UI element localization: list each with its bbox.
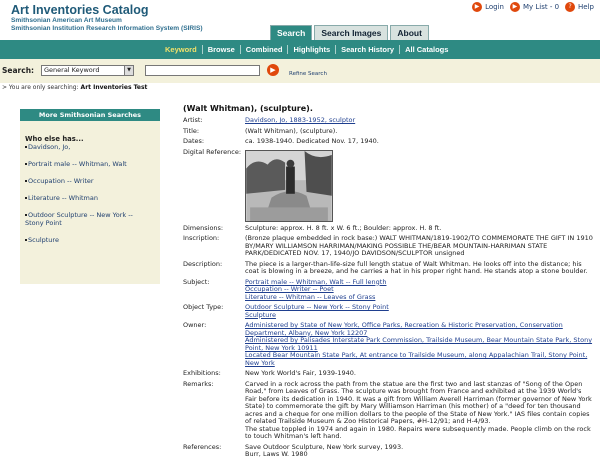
sidebar-item[interactable] xyxy=(25,143,153,151)
dimensions-value: Sculpture: approx. H. 8 ft. x W. 6 ft.; Boulder: approx. H. 8 ft. xyxy=(245,223,442,232)
field-references xyxy=(183,444,595,459)
field-remarks xyxy=(183,381,595,441)
field-label: Digital Reference: xyxy=(183,147,242,156)
main-tabs xyxy=(270,25,429,40)
field-digital-reference xyxy=(183,149,595,222)
remarks-value-2: The statue toppled in 1974 and again in 1980. Repairs were subsequently made. People climb on the rock to touch Whitman's left hand. xyxy=(245,424,591,440)
title-value: (Walt Whitman), (sculpture). xyxy=(245,126,338,135)
search-input[interactable] xyxy=(145,65,260,76)
sidebar-item-label[interactable]: Outdoor Sculpture -- New York -- Stony Point xyxy=(25,211,133,227)
field-description xyxy=(183,261,595,276)
sidebar-item[interactable] xyxy=(25,194,153,202)
search-scope xyxy=(2,84,147,91)
sidebar-item-label[interactable]: Sculpture xyxy=(28,236,59,244)
object-type-link[interactable]: Outdoor Sculpture -- New York -- Stony Point xyxy=(245,303,389,311)
field-label: Inscription: xyxy=(183,234,220,242)
field-label: Artist: xyxy=(183,116,203,124)
sidebar-list xyxy=(25,143,160,244)
help-label[interactable]: Help xyxy=(578,3,594,11)
dates-value: ca. 1938-1940. Dedicated Nov. 17, 1940. xyxy=(245,137,379,145)
field-label: Title: xyxy=(183,126,200,135)
search-label: Search: xyxy=(2,66,35,75)
search-type-value: General Keyword xyxy=(44,66,100,74)
tab-about[interactable]: About xyxy=(390,25,429,40)
field-object-type xyxy=(183,304,595,319)
sidebar-item[interactable] xyxy=(25,160,153,168)
field-owner xyxy=(183,322,595,367)
field-subject xyxy=(183,279,595,302)
search-go-button[interactable]: ▶ xyxy=(267,64,279,76)
field-exhibitions xyxy=(183,370,595,378)
field-title xyxy=(183,128,595,136)
bullet-icon xyxy=(25,146,27,148)
sidebar-item-label[interactable]: Davidson, Jo, xyxy=(28,143,71,151)
list-icon: ▶ xyxy=(510,2,520,12)
field-label: Dates: xyxy=(183,137,205,145)
sidebar-item-label[interactable]: Portrait male -- Whitman, Walt xyxy=(28,160,127,168)
owner-link[interactable]: Located Bear Mountain State Park, At entrance to Trailside Museum, along Appalachian Trail, Stony Point, New York xyxy=(245,351,588,367)
header xyxy=(0,0,600,40)
field-label: Exhibitions: xyxy=(183,369,221,377)
references-value: Save Outdoor Sculpture, New York survey, 1993. xyxy=(245,442,404,451)
references-value-2: Burr, Laws W. 1980 xyxy=(245,450,308,458)
scope-prefix: > You are only searching: xyxy=(2,84,79,91)
search-type-select[interactable] xyxy=(41,65,134,76)
field-label: Description: xyxy=(183,259,223,268)
museum-name: Smithsonian American Art Museum xyxy=(11,17,122,24)
sidebar-header: More Smithsonian Searches xyxy=(20,109,160,121)
subject-link[interactable]: Portrait male -- Whitman, Walt -- Full length xyxy=(245,277,387,286)
field-label: Owner: xyxy=(183,321,207,329)
field-label: Subject: xyxy=(183,277,210,286)
subject-link[interactable]: Literature -- Whitman -- Leaves of Grass xyxy=(245,292,376,301)
bullet-icon xyxy=(25,180,27,182)
help-icon: ? xyxy=(565,2,575,12)
exhibitions-value: New York World's Fair, 1939-1940. xyxy=(245,369,356,377)
artist-link[interactable]: Davidson, Jo, 1883-1952, sculptor xyxy=(245,116,356,124)
sidebar xyxy=(20,109,160,284)
sidebar-item[interactable] xyxy=(25,211,153,227)
owner-link[interactable]: Administered by State of New York, Office Parks, Recreation & Historic Preservation, Conservation Department, Albany, New York 12207 xyxy=(245,321,563,337)
field-dates xyxy=(183,138,595,146)
subnav-all-catalogs[interactable]: All Catalogs xyxy=(399,45,453,54)
bullet-icon xyxy=(25,239,27,241)
bullet-icon xyxy=(25,197,27,199)
bullet-icon xyxy=(25,163,27,165)
sidebar-item-label[interactable]: Occupation -- Writer xyxy=(28,177,94,185)
chevron-down-icon[interactable]: ▼ xyxy=(124,66,133,75)
subject-link[interactable]: Occupation -- Writer -- Poet xyxy=(245,285,334,293)
inscription-value: (Bronze plaque embedded in rock base:) WALT WHITMAN/1819-1902/TO COMMEMORATE THE GIFT IN 1910 BY/MARY WILLIAMSON HARRIMAN/MAKING POSSIBLE THE/BEAR MOUNTAIN-HARRIMAN STATE PARK/DEDICATED NOV. 17, 1940/JO DAVIDSON/SCULPTOR unsigned xyxy=(245,234,593,257)
subnav-highlights[interactable]: Highlights xyxy=(287,45,335,54)
tab-search-images[interactable]: Search Images xyxy=(314,25,388,40)
tab-search[interactable]: Search xyxy=(270,25,312,40)
login-icon: ▶ xyxy=(472,2,482,12)
record-detail xyxy=(183,104,595,462)
brand[interactable] xyxy=(11,4,203,32)
field-label: Dimensions: xyxy=(183,223,224,232)
field-label: References: xyxy=(183,442,222,451)
record-title: (Walt Whitman), (sculpture). xyxy=(183,104,313,113)
subnav-browse[interactable]: Browse xyxy=(202,45,240,54)
scope-catalog: Art Inventories Test xyxy=(80,84,148,91)
field-dimensions xyxy=(183,225,595,233)
object-type-link[interactable]: Sculpture xyxy=(245,310,276,319)
field-label: Object Type: xyxy=(183,303,224,311)
sidebar-item-label[interactable]: Literature -- Whitman xyxy=(28,194,98,202)
remarks-value: Carved in a rock across the path from the statue are the first two and last stanzas of "Song of the Open Road," from Leaves of Grass. The sculpture was brought from France and exhibited at the 1939 World's Fair before its dedication in 1940. It was a gift from William Averell Harriman (former governor of New York State) to commemorate the gift by Mary Williamson Harriman (his mother) of a "deed for ten thousand acres and a cheque for one million dollars to the people of the State of New York." IAS files contain copies of related Trailside Museum & Zoo Historical Papers, #H-12/91; and H-4/93. xyxy=(245,379,592,425)
sub-navigation xyxy=(0,40,600,59)
my-list-link[interactable] xyxy=(510,2,559,12)
sculpture-photo-thumbnail[interactable] xyxy=(245,150,333,222)
login-label[interactable]: Login xyxy=(485,3,504,11)
app-title[interactable]: Art Inventories Catalog xyxy=(11,3,149,17)
subnav-keyword[interactable]: Keyword xyxy=(165,45,197,54)
subnav-search-history[interactable]: Search History xyxy=(335,45,399,54)
bullet-icon xyxy=(25,214,27,216)
field-artist xyxy=(183,117,595,125)
subnav-combined[interactable]: Combined xyxy=(240,45,288,54)
sidebar-title: Who else has... xyxy=(25,135,84,143)
login-link[interactable] xyxy=(472,2,504,12)
search-bar xyxy=(0,59,600,83)
field-label: Remarks: xyxy=(183,379,214,388)
sidebar-item[interactable] xyxy=(25,177,153,185)
owner-link[interactable]: Administered by Palisades Interstate Park Commission, Trailside Museum, Bear Mountain State Park, Stony Point, New York 10911 xyxy=(245,336,593,352)
my-list-label[interactable]: My List - 0 xyxy=(522,3,560,11)
sidebar-item[interactable] xyxy=(25,236,153,244)
field-inscription xyxy=(183,235,595,258)
help-link[interactable] xyxy=(565,2,594,12)
system-name: Smithsonian Institution Research Information System (SIRIS) xyxy=(11,24,203,32)
refine-search-link[interactable]: Refine Search xyxy=(289,71,327,77)
description-value: The piece is a larger-than-life-size full length statue of Walt Whitman. He looks off into the distance; his coat is blowing in a breeze, and he carries a hat in his proper right hand. He stands atop a stone boulder. xyxy=(245,259,588,275)
top-links xyxy=(472,2,594,12)
